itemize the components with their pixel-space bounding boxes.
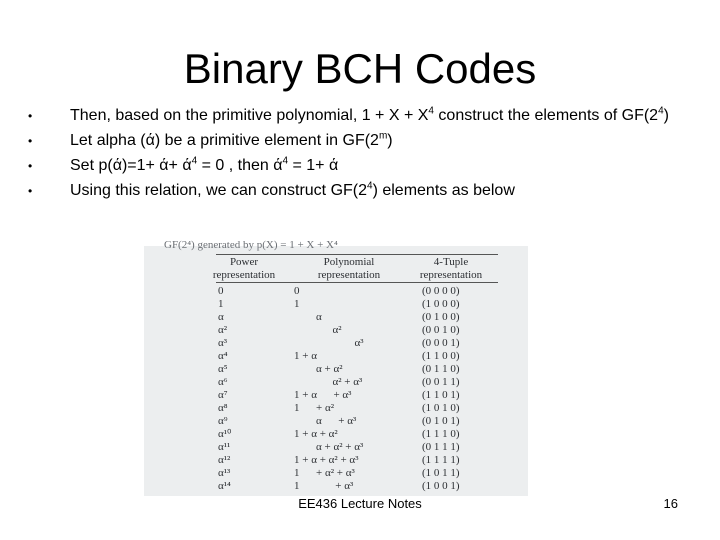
- cell-power: α⁸: [218, 402, 228, 414]
- bullet-text: construct the elements of GF(2: [433, 107, 659, 124]
- bullet-text: ): [663, 107, 669, 124]
- header-rule-bottom: [216, 282, 498, 283]
- cell-tuple: (1 1 0 0): [422, 350, 460, 362]
- bullet-item: [28, 131, 698, 151]
- superscript: 4: [658, 105, 664, 117]
- cell-polynomial: α²: [294, 324, 342, 336]
- cell-power: α¹¹: [218, 441, 231, 453]
- cell-power: α¹⁴: [218, 480, 231, 492]
- superscript: 4: [191, 155, 198, 167]
- header-polynomial-line1: Polynomial: [323, 256, 375, 268]
- cell-polynomial: 1 + α³: [294, 480, 354, 492]
- header-tuple: [404, 256, 498, 282]
- slide-title: Binary BCH Codes: [183, 45, 537, 92]
- cell-tuple: (0 0 1 0): [422, 324, 460, 336]
- cell-polynomial: 1 + α² + α³: [294, 467, 355, 479]
- cell-tuple: (1 0 1 0): [422, 402, 460, 414]
- cell-polynomial: α + α² + α³: [294, 441, 364, 453]
- cell-power: α⁶: [218, 376, 228, 388]
- cell-power: α¹³: [218, 467, 231, 479]
- cell-tuple: (0 1 1 1): [422, 441, 460, 453]
- bullet-text: Then, based on the primitive polynomial, 1 + X + X: [70, 107, 429, 124]
- bullet-dot: •: [28, 159, 33, 173]
- bullet-text: = 0 , then ά: [197, 157, 283, 174]
- cell-polynomial: 1 + α²: [294, 402, 335, 414]
- cell-tuple: (1 0 1 1): [422, 467, 460, 479]
- bullet-item: [28, 106, 698, 126]
- cell-power: α⁵: [218, 363, 228, 375]
- table-header: [144, 256, 528, 284]
- header-polynomial: [304, 256, 394, 282]
- table-caption: GF(2⁴) generated by p(X) = 1 + X + X⁴: [164, 239, 338, 251]
- superscript: 4: [428, 105, 434, 117]
- superscript: 4: [367, 180, 373, 192]
- table-row: [144, 479, 528, 494]
- superscript: m: [378, 130, 388, 142]
- cell-power: α⁹: [218, 415, 228, 427]
- header-power-line1: Power: [229, 256, 259, 268]
- cell-power: α⁷: [218, 389, 228, 401]
- footer-course: EE436 Lecture Notes: [298, 496, 422, 511]
- bullet-text: Using this relation, we can construct GF(2: [70, 182, 368, 199]
- cell-tuple: (1 0 0 1): [422, 480, 460, 492]
- bullet-text: = 1+ ά: [288, 157, 339, 174]
- header-power: [208, 256, 280, 282]
- header-rule-top: [216, 254, 498, 255]
- bullet-dot: •: [28, 109, 33, 123]
- cell-power: α¹⁰: [218, 428, 232, 440]
- cell-power: α²: [218, 324, 228, 336]
- cell-polynomial: α³: [294, 337, 364, 349]
- cell-polynomial: 1 + α + α² + α³: [294, 454, 359, 466]
- cell-polynomial: 1 + α: [294, 350, 317, 362]
- header-power-line2: representation: [212, 269, 276, 281]
- cell-tuple: (0 1 0 1): [422, 415, 460, 427]
- gf-table-image: [144, 239, 528, 496]
- bullet-dot: •: [28, 134, 33, 148]
- bullet-text: Set p(ά)=1+ ά+ ά: [70, 157, 192, 174]
- bullet-text: ) elements as below: [372, 182, 515, 199]
- cell-tuple: (0 0 0 0): [422, 285, 460, 297]
- cell-polynomial: 1 + α + α²: [294, 428, 338, 440]
- bullet-list: [28, 106, 698, 206]
- cell-polynomial: α: [294, 311, 322, 323]
- bullet-item: [28, 156, 698, 176]
- cell-power: α⁴: [218, 350, 228, 362]
- cell-polynomial: α + α³: [294, 415, 357, 427]
- header-tuple-line2: representation: [419, 269, 483, 281]
- cell-tuple: (0 0 0 1): [422, 337, 460, 349]
- cell-polynomial: 1: [294, 298, 300, 310]
- cell-polynomial: α² + α³: [294, 376, 363, 388]
- cell-tuple: (1 1 1 0): [422, 428, 460, 440]
- superscript: 4: [282, 155, 289, 167]
- bullet-text: Let alpha (ά) be a primitive element in GF(2: [70, 132, 379, 149]
- page-number: 16: [663, 496, 678, 511]
- cell-tuple: (1 0 0 0): [422, 298, 460, 310]
- bullet-text: ): [387, 132, 393, 149]
- cell-power: α¹²: [218, 454, 231, 466]
- bullet-dot: •: [28, 184, 33, 198]
- cell-power: 0: [218, 285, 224, 297]
- cell-power: 1: [218, 298, 224, 310]
- header-polynomial-line2: representation: [317, 269, 381, 281]
- cell-power: α: [218, 311, 224, 323]
- cell-tuple: (1 1 0 1): [422, 389, 460, 401]
- cell-tuple: (0 1 1 0): [422, 363, 460, 375]
- bullet-item: [28, 181, 698, 201]
- cell-polynomial: 1 + α + α³: [294, 389, 352, 401]
- cell-polynomial: α + α²: [294, 363, 343, 375]
- cell-tuple: (1 1 1 1): [422, 454, 460, 466]
- cell-polynomial: 0: [294, 285, 300, 297]
- cell-power: α³: [218, 337, 228, 349]
- cell-tuple: (0 0 1 1): [422, 376, 460, 388]
- cell-tuple: (0 1 0 0): [422, 311, 460, 323]
- header-tuple-line1: 4-Tuple: [433, 256, 469, 268]
